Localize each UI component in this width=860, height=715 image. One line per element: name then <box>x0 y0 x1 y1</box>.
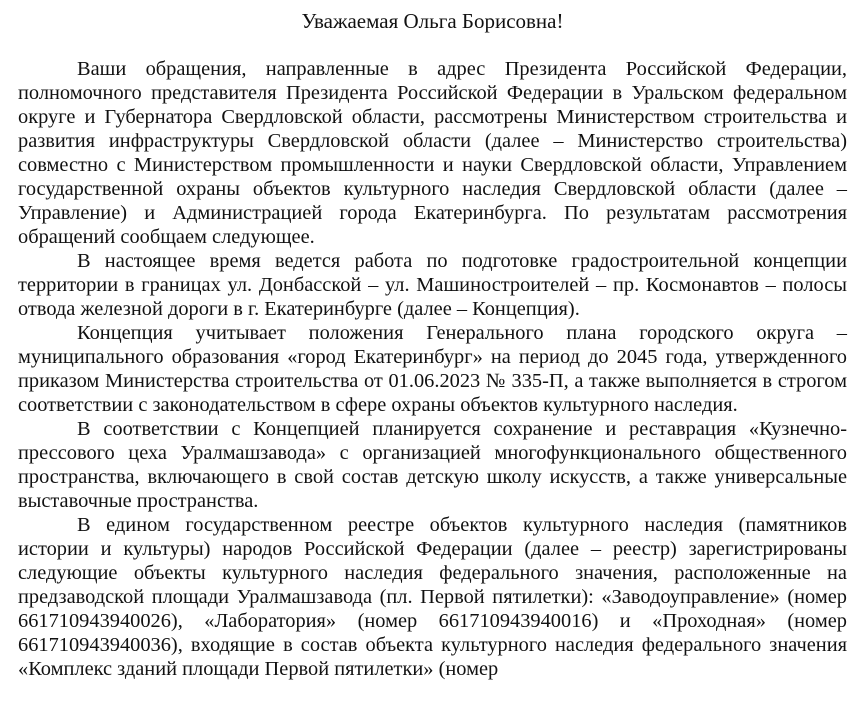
letter-greeting: Уважаемая Ольга Борисовна! <box>301 9 564 33</box>
letter-body <box>18 57 847 681</box>
paragraph-heritage-registry: В едином государственном реестре объектов культурного наследия (памятников истории и культуры) народов Российской Федерации (далее – реестр) зарегистрированы следующие объекты культурного наследия федерального значения, расположенные на предзаводской площади Уралмашзавода (пл. Первой пятилетки): «Заводоуправление» (номер 661710943940026), «Лаборатория» (номер 661710943940016) и «Проходная» (номер 661710943940036), входящие в состав объекта культурного наследия федерального значения «Комплекс зданий площади Первой пятилетки» (номер <box>18 514 847 680</box>
paragraph-concept-preparation: В настоящее время ведется работа по подготовке градостроительной концепции территории в границах ул. Донбасской – ул. Машиностроителей – пр. Космонавтов – полосы отвода железной дороги в г. Екатеринбурге (далее – Концепция). <box>18 250 847 320</box>
paragraph-restoration-plan: В соответствии с Концепцией планируется сохранение и реставрация «Кузнечно-прессового цеха Уралмашзавода» с организацией многофункционального общественного пространства, включающего в свой состав детскую школу искусств, а также универсальные выставочные пространства. <box>18 418 847 512</box>
paragraph-appeals-review: Ваши обращения, направленные в адрес Президента Российской Федерации, полномочного представителя Президента Российской Федерации в Уральском федеральном округе и Губернатора Свердловской области, рассмотрены Министерством строительства и развития инфраструктуры Свердловской области (далее – Министерство строительства) совместно с Министерством промышленности и науки Свердловской области, Управлением государственной охраны объектов культурного наследия Свердловской области (далее – Управление) и Администрацией города Екатеринбурга. По результатам рассмотрения обращений сообщаем следующее. <box>18 58 847 248</box>
letter-page <box>18 0 847 681</box>
paragraph-general-plan: Концепция учитывает положения Генерального плана городского округа – муниципального образования «город Екатеринбург» на период до 2045 года, утвержденного приказом Министерства строительства от 01.06.2023 № 335-П, а также выполняется в строгом соответствии с законодательством в сфере охраны объектов культурного наследия. <box>18 322 847 416</box>
